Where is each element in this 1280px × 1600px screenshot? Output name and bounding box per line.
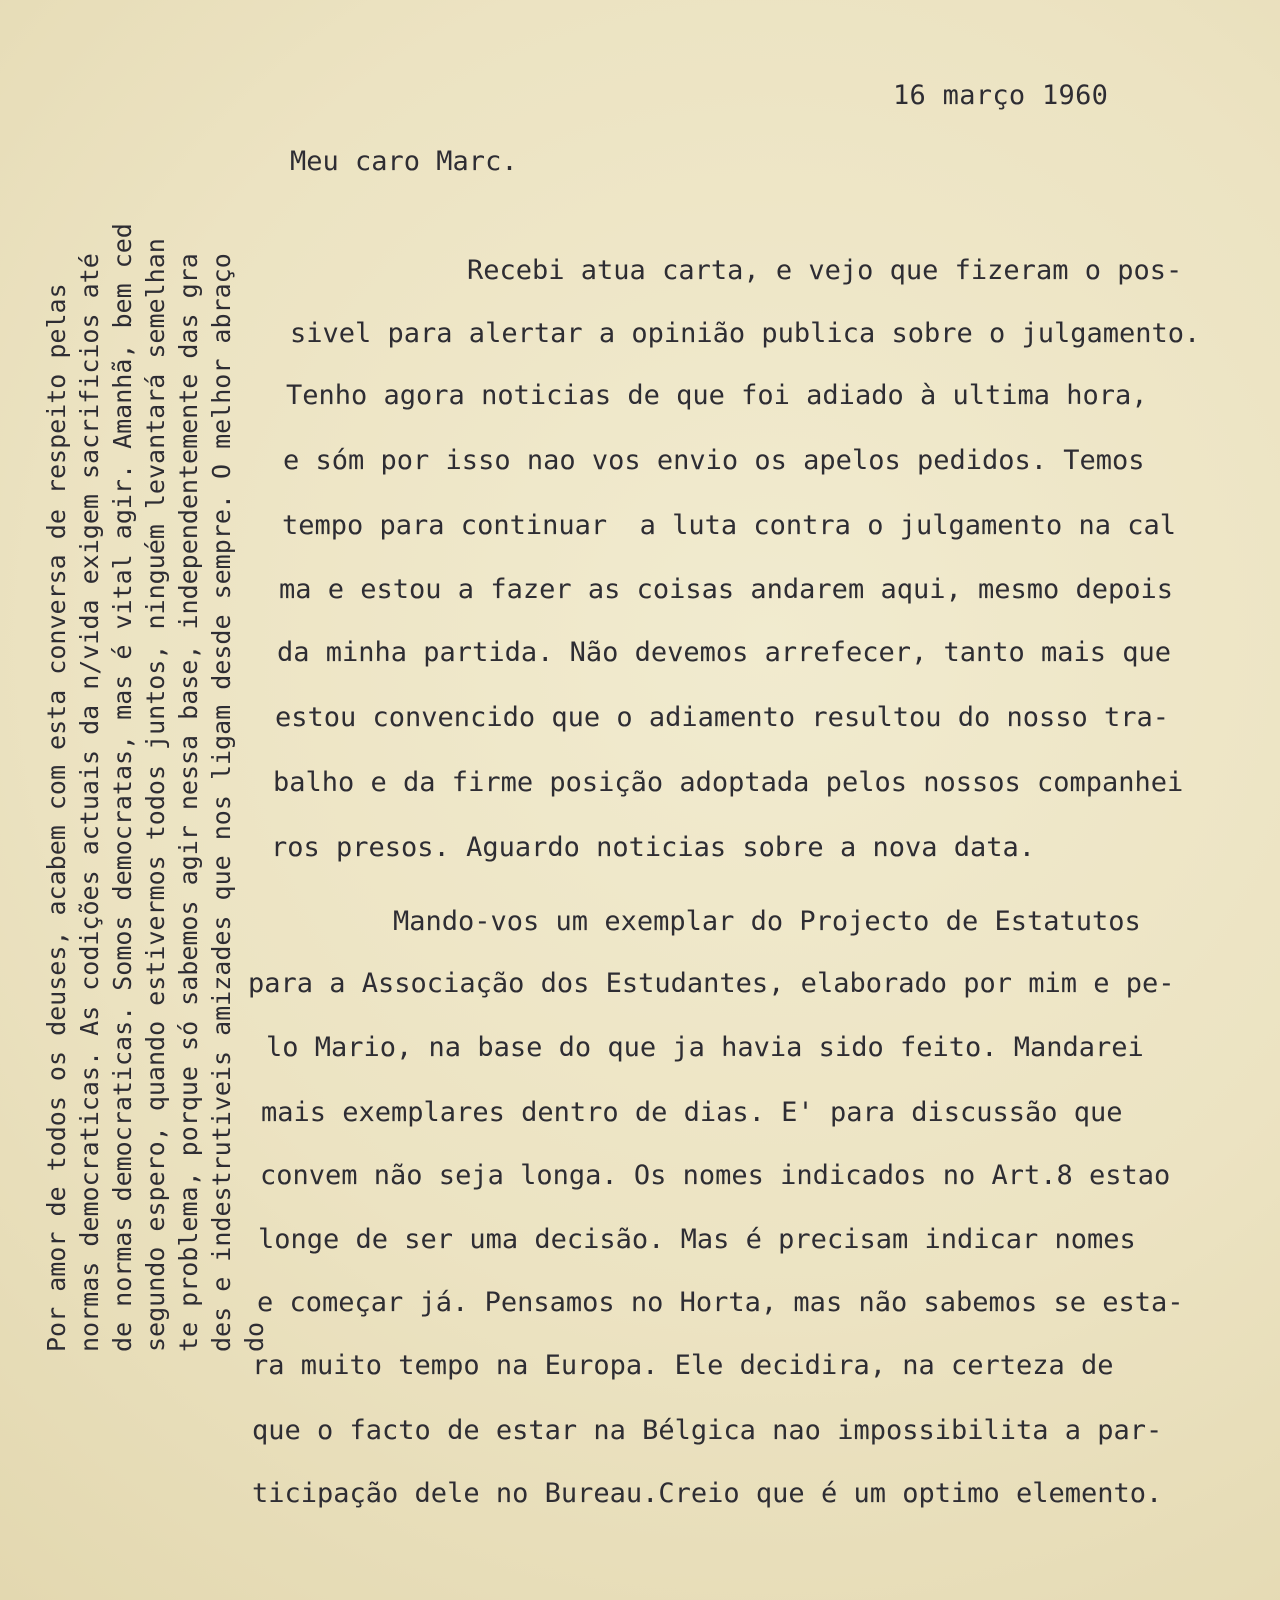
- body-line: Mando-vos um exemplar do Projecto de Estatutos: [393, 906, 1141, 937]
- letter-date: 16 março 1960: [893, 80, 1109, 111]
- margin-line: do: [240, 1321, 269, 1352]
- body-line: e sóm por isso nao vos envio os apelos pedidos. Temos: [283, 445, 1145, 476]
- margin-line: des e indestrutiveis amizades que nos ligam desde sempre. O melhor abraço: [207, 253, 236, 1352]
- body-line: ma e estou a fazer as coisas andarem aqui, mesmo depois: [279, 574, 1174, 605]
- body-line: para a Associação dos Estudantes, elaborado por mim e pe-: [248, 968, 1175, 999]
- body-line: da minha partida. Não devemos arrefecer, tanto mais que: [277, 637, 1172, 668]
- body-line: estou convencido que o adiamento resultou do nosso tra-: [275, 702, 1170, 733]
- margin-note: [40, 32, 271, 1352]
- body-line: balho e da firme posição adoptada pelos nossos companhei: [273, 767, 1184, 798]
- body-line: Tenho agora noticias de que foi adiado à ultima hora,: [286, 380, 1148, 411]
- body-line: ra muito tempo na Europa. Ele decidira, na certeza de: [252, 1350, 1114, 1381]
- body-line: que o facto de estar na Bélgica nao impossibilita a par-: [252, 1415, 1163, 1446]
- body-line: ticipação dele no Bureau.Creio que é um optimo elemento.: [252, 1478, 1163, 1509]
- margin-line: segundo espero, quando estivermos todos juntos, ninguém levantará semelhan: [141, 238, 170, 1352]
- margin-line: te problema, porque só sabemos agir nessa base, independentemente das gra: [174, 253, 203, 1352]
- margin-line: de normas democraticas. Somos democratas, mas é vital agir. Amanhã, bem ced: [108, 223, 137, 1352]
- body-line: Recebi atua carta, e vejo que fizeram o pos-: [467, 255, 1183, 286]
- body-line: mais exemplares dentro de dias. E' para discussão que: [261, 1097, 1123, 1128]
- margin-line: normas democraticas. As codições actuais da n/vida exigem sacrificios até: [75, 253, 104, 1352]
- body-line: ros presos. Aguardo noticias sobre a nova data.: [271, 832, 1036, 863]
- salutation: Meu caro Marc.: [290, 146, 518, 177]
- margin-line: Por amor de todos os deuses, acabem com esta conversa de respeito pelas: [42, 283, 71, 1352]
- body-line: e começar já. Pensamos no Horta, mas não sabemos se esta-: [257, 1287, 1184, 1318]
- body-line: convem não seja longa. Os nomes indicados no Art.8 estao: [260, 1160, 1171, 1191]
- body-line: lo Mario, na base do que ja havia sido feito. Mandarei: [266, 1032, 1144, 1063]
- body-line: sivel para alertar a opinião publica sobre o julgamento.: [290, 318, 1201, 349]
- body-line: longe de ser uma decisão. Mas é precisam indicar nomes: [258, 1224, 1136, 1255]
- body-line: tempo para continuar a luta contra o julgamento na cal: [282, 510, 1177, 541]
